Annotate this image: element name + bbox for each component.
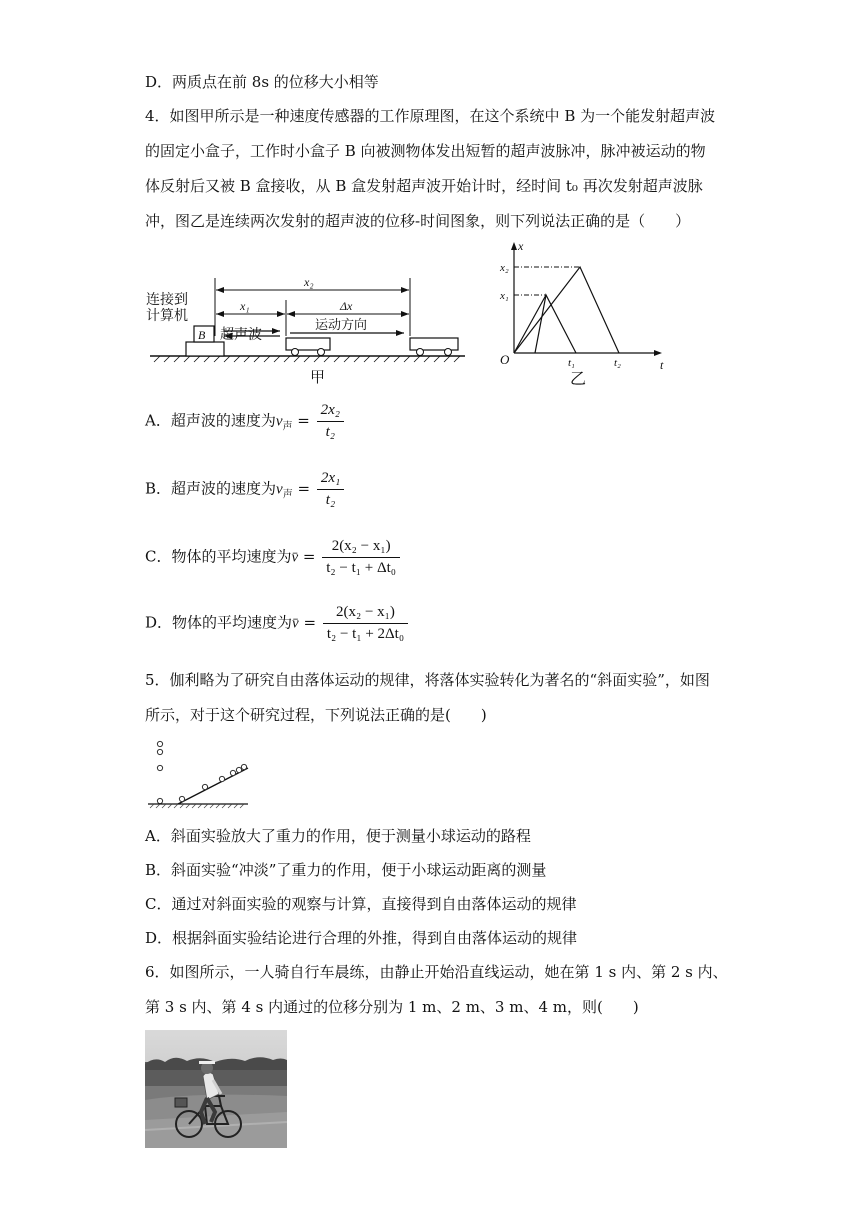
- fig-yi-t2-label: t₂: [614, 357, 621, 369]
- q5-option-a[interactable]: A．斜面实验放大了重力的作用，便于测量小球运动的路程: [145, 827, 531, 845]
- fig-jia-caption: 甲: [310, 368, 326, 386]
- fig-jia-computer-label-2: 计算机: [146, 308, 188, 324]
- q4-option-b-symbol: v: [276, 481, 283, 498]
- fig-yi-x2-label: x₂: [500, 262, 509, 274]
- q4-option-a-symbol: v: [275, 413, 283, 430]
- q3-option-d: D．两质点在前 8s 的位移大小相等: [145, 73, 379, 91]
- fig-jia-x1-label: x₁: [240, 299, 250, 313]
- figure-inclined-plane: [144, 738, 254, 812]
- q5-option-b[interactable]: B．斜面实验“冲淡”了重力的作用，便于小球运动距离的测量: [145, 861, 547, 879]
- q4-option-b[interactable]: B．超声波的速度为$v_声$ = $\frac{\text{2x₁}}{\text{t₂}}$: [145, 470, 344, 509]
- q4-option-d[interactable]: D．物体的平均速度为v̄ = $\frac{\text{2(x₂ − x₁)}}{\text{t₂ − t₁ + 2Δt₀}}$: [145, 604, 408, 643]
- q5-stem-line-2: 所示，对于这个研究过程，下列说法正确的是( ): [145, 706, 487, 724]
- q4-option-c-fraction: [322, 538, 400, 577]
- q5-option-c[interactable]: C．通过对斜面实验的观察与计算，直接得到自由落体运动的规律: [145, 895, 577, 913]
- fig-yi-x1-label: x₁: [500, 290, 509, 302]
- q5-stem-line-1: 5．伽利略为了研究自由落体运动的规律，将落体实验转化为著名的“斜面实验”，如图: [145, 671, 710, 689]
- q4-option-b-fraction: [317, 470, 344, 509]
- q4-option-b-text: B．超声波的速度为: [145, 479, 277, 498]
- fig-yi-origin-label: O: [500, 352, 510, 367]
- cyclist-photo: [145, 1030, 287, 1148]
- q4-option-c-text: C．物体的平均速度为: [145, 547, 292, 566]
- figure-jia-sensor-diagram: [140, 270, 470, 388]
- q4-stem-line-1: 4．如图甲所示是一种速度传感器的工作原理图，在这个系统中 B 为一个能发射超声波: [145, 107, 716, 125]
- q4-option-d-denominator: t₂ − t₁ + 2Δt₀: [326, 626, 405, 642]
- q4-option-a-text: A．超声波的速度为: [145, 411, 276, 430]
- q4-option-a-numerator: 2x₂: [317, 402, 344, 422]
- q4-option-a-fraction: [317, 402, 344, 441]
- q4-option-c-numerator: 2(x₂ − x₁): [322, 538, 400, 558]
- q5-option-d[interactable]: D．根据斜面实验结论进行合理的外推，得到自由落体运动的规律: [145, 929, 578, 947]
- q4-option-c[interactable]: C．物体的平均速度为v̄ = $\frac{\text{2(x₂ − x₁)}}{\text{t₂ − t₁ + Δt₀}}$: [145, 538, 400, 577]
- fig-jia-x2-label: x₂: [304, 275, 314, 289]
- q4-option-c-denominator: t₂ − t₁ + Δt₀: [326, 560, 397, 576]
- fig-jia-box-b-label: B: [198, 328, 206, 342]
- q4-option-d-text: D．物体的平均速度为: [145, 613, 293, 632]
- fig-jia-wave-label: 超声波: [220, 327, 262, 343]
- fig-yi-axis-x-label: x: [518, 239, 524, 253]
- q4-option-a[interactable]: A．超声波的速度为$v_声$ = $\frac{\text{2x₂}}{\text{t₂}}$: [145, 402, 344, 441]
- fig-jia-motion-label: 运动方向: [315, 318, 368, 333]
- q4-option-c-symbol: v̄: [291, 549, 299, 566]
- q4-option-b-denominator: t₂: [325, 492, 336, 508]
- q4-option-d-fraction: [323, 604, 408, 643]
- fig-yi-axis-t-label: t: [660, 358, 664, 372]
- q4-option-b-numerator: 2x₁: [317, 470, 344, 490]
- fig-yi-t1-label: t₁: [568, 357, 575, 369]
- q4-option-d-numerator: 2(x₂ − x₁): [323, 604, 408, 624]
- figure-yi-position-time-graph: [490, 238, 670, 388]
- q6-stem-line-2: 第 3 s 内、第 4 s 内通过的位移分别为 1 m、2 m、3 m、4 m，则( ): [145, 998, 639, 1016]
- q6-stem-line-1: 6．如图所示，一人骑自行车晨练，由静止开始沿直线运动，她在第 1 s 内、第 2 s 内、: [145, 963, 728, 981]
- q4-option-a-denominator: t₂: [325, 424, 335, 440]
- q4-stem-line-3: 体反射后又被 B 盒接收，从 B 盒发射超声波开始计时，经时间 t₀ 再次发射超声波脉: [145, 177, 703, 195]
- q4-stem-line-4: 冲，图乙是连续两次发射的超声波的位移-时间图象，则下列说法正确的是（ ）: [145, 212, 691, 230]
- q4-option-a-subscript: 声: [282, 421, 293, 433]
- q4-option-d-symbol: v̄: [292, 615, 299, 632]
- fig-jia-computer-label-1: 连接到: [146, 292, 188, 308]
- fig-yi-caption: 乙: [570, 369, 587, 388]
- q4-option-b-subscript: 声: [282, 489, 293, 501]
- q4-stem-line-2: 的固定小盒子，工作时小盒子 B 向被测物体发出短暂的超声波脉冲，脉冲被运动的物: [145, 142, 706, 160]
- fig-jia-dx-label: Δx: [340, 299, 353, 313]
